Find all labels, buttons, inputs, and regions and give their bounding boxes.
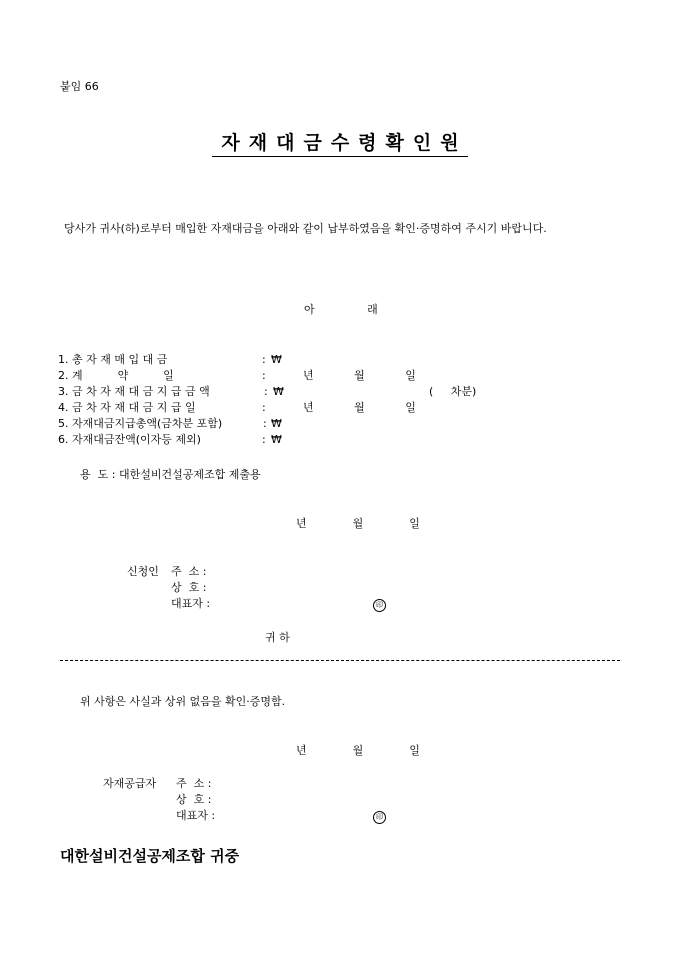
date-line: 년 월 일 [296,517,420,530]
item-sep: : [262,353,266,366]
item-value: 년 월 일 [303,369,416,382]
item-label: 3. 금 차 자 재 대 금 지 급 금 액 [58,385,210,398]
item-value: ₩ [271,353,282,366]
seal-icon: 印 [373,599,386,612]
item-sep: : [262,433,266,446]
applicant-address-label: 주 소 : [171,565,207,578]
item-label: 1. 총 자 재 매 입 대 금 [58,353,168,366]
supplier-prefix: 자재공급자 [103,777,157,790]
item-value: ₩ [271,433,282,446]
date-line-2: 년 월 일 [296,744,420,757]
item-value: ₩ [271,417,282,430]
title-text: 자재대금수령확인원 [212,132,467,157]
installment-note: ( 차분) [429,385,477,398]
usage-line: 용 도 : 대한설비건설공제조합 제출용 [80,468,261,481]
item-sep: : [263,417,267,430]
supplier-company-label: 상 호 : [176,793,212,806]
item-label: 4. 금 차 자 재 대 금 지 급 일 [58,401,196,414]
cut-line-divider [60,660,620,661]
confirm-line: 위 사항은 사실과 상위 없음을 확인·증명함. [80,695,286,708]
seal-icon: 印 [373,811,386,824]
supplier-address-label: 주 소 : [176,777,212,790]
document-title [0,128,680,155]
item-label: 5. 자재대금지급총액(금차분 포함) [58,417,223,430]
intro-paragraph: 당사가 귀사(하)로부터 매입한 자재대금을 아래와 같이 납부하였음을 확인·증명하여 주시기 바랍니다. [64,222,547,235]
notice-heading: 아 래 [304,303,378,316]
item-sep: : [262,369,266,382]
item-sep: : [264,385,268,398]
attachment-label: 붙임 66 [60,80,99,93]
applicant-rep-label: 대표자 : [171,597,211,610]
footer-recipient: 대한설비건설공제조합 귀중 [60,847,240,865]
supplier-rep-label: 대표자 : [176,809,216,822]
applicant-prefix: 신청인 [127,565,159,578]
item-sep: : [262,401,266,414]
applicant-company-label: 상 호 : [171,581,207,594]
item-label: 6. 자재대금잔액(이자등 제외) [58,433,201,446]
item-label: 2. 계 약 일 [58,369,174,382]
item-value: 년 월 일 [303,401,416,414]
item-value: ₩ [273,385,284,398]
addressee-line: 귀 하 [265,631,290,644]
